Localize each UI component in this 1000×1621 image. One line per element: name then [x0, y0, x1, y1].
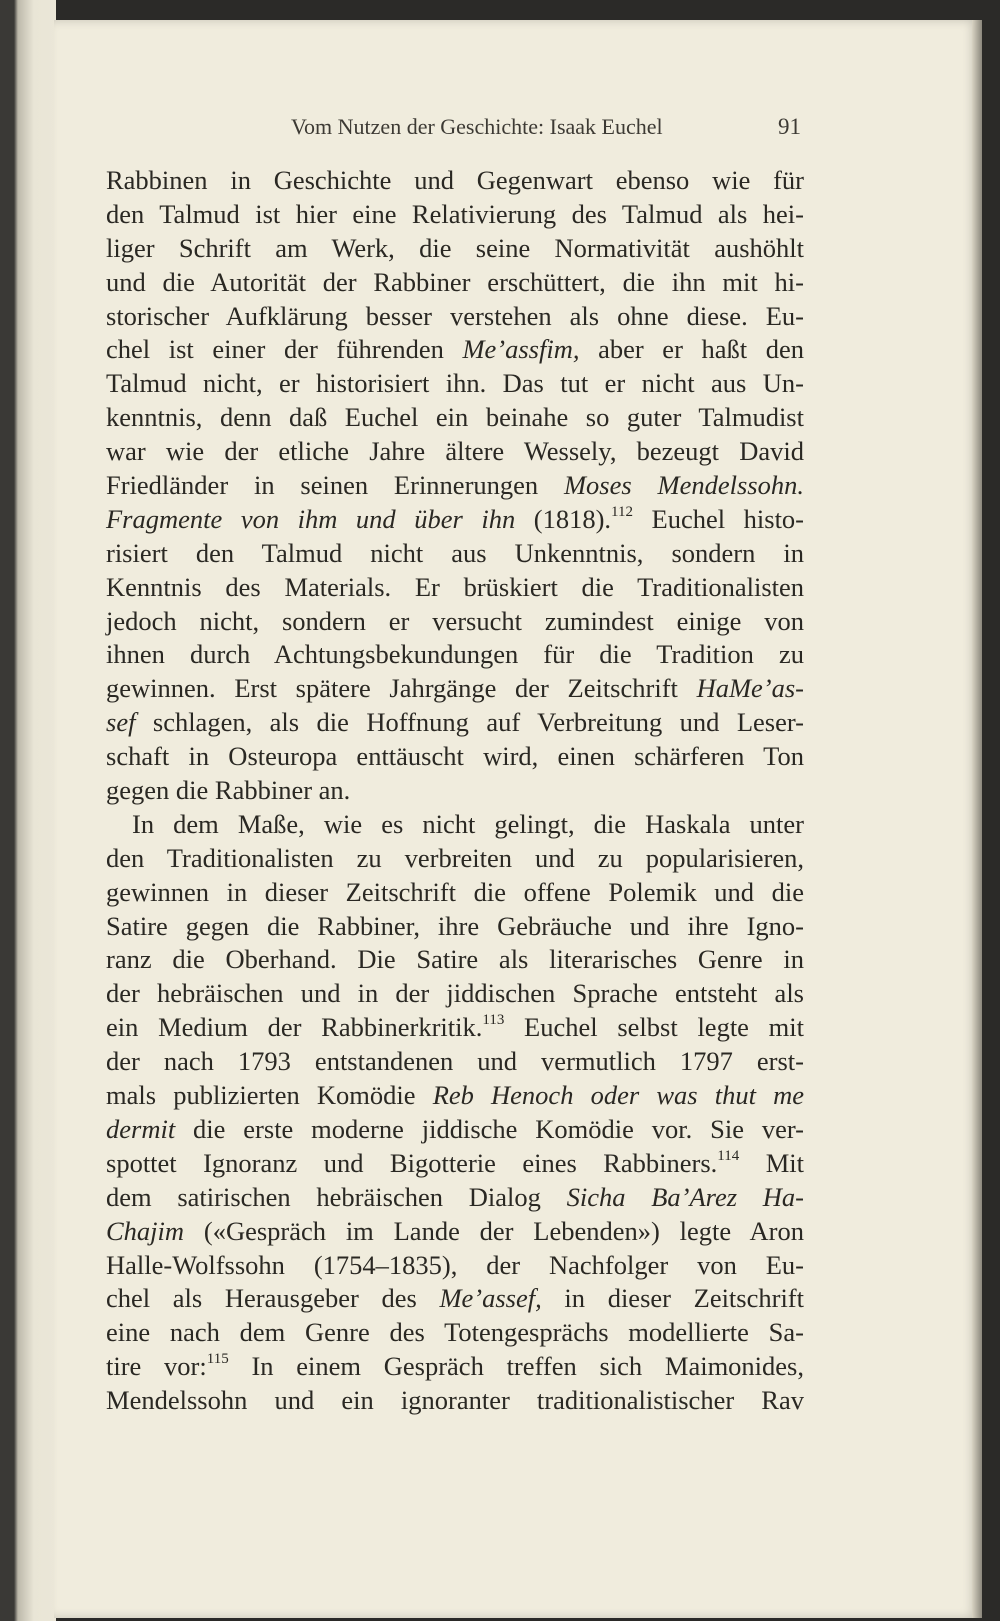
italic-title: Fragmente von ihm und über ihn	[106, 503, 516, 534]
text-line: risiert den Talmud nicht aus Unkenntnis, sondern in	[106, 537, 804, 568]
text-line: Mendelssohn und ein ignoranter traditionalistischer Rav	[106, 1385, 804, 1416]
footnote-marker[interactable]: 115	[206, 1351, 229, 1368]
text-line: den Talmud ist hier eine Relativierung des Talmud als hei-	[106, 198, 804, 229]
text-line: den Traditionalisten zu verbreiten und zu popularisieren,	[106, 842, 804, 873]
text-line	[106, 469, 804, 503]
text-run: chel ist einer der führenden	[106, 334, 463, 365]
text-line: war wie der etliche Jahre ältere Wessely, bezeugt David	[106, 436, 804, 467]
text-line	[106, 1113, 804, 1147]
footnote-marker[interactable]: 112	[611, 504, 633, 521]
text-run: («Gespräch im Lande der Lebenden») legte Aron	[184, 1215, 804, 1246]
text-line: gewinnen in dieser Zeitschrift die offene Polemik und die	[106, 876, 804, 907]
text-line	[106, 1181, 804, 1215]
running-header	[291, 114, 801, 148]
text-line	[106, 333, 804, 367]
left-page-edge	[0, 0, 56, 1621]
text-run: aber er haßt den	[579, 334, 804, 365]
text-line	[106, 1147, 804, 1181]
text-line: gegen die Rabbiner an.	[106, 775, 351, 806]
italic-title: sef	[106, 707, 136, 738]
text-run: Euchel histo-	[632, 503, 805, 534]
text-line: storischer Aufklärung besser verstehen als ohne diese. Eu-	[106, 300, 804, 331]
text-line: Kenntnis des Materials. Er brüskiert die Traditionalisten	[106, 571, 804, 602]
text-line: jedoch nicht, sondern er versucht zumindest einige von	[106, 605, 804, 636]
italic-title: HaMe’as-	[696, 673, 804, 704]
text-line: der nach 1793 entstandenen und vermutlich 1797 erst-	[106, 1046, 804, 1077]
italic-title: Moses Mendelssohn.	[563, 470, 804, 501]
text-line	[106, 672, 804, 706]
text-run: tire vor:	[106, 1351, 207, 1382]
footnote-marker[interactable]: 113	[482, 1012, 505, 1029]
text-line: ranz die Oberhand. Die Satire als literarisches Genre in	[106, 944, 804, 975]
text-line: liger Schrift am Werk, die seine Normativität aushöhlt	[106, 232, 804, 263]
right-page-edge	[972, 20, 982, 1618]
text-run: schlagen, als die Hoffnung auf Verbreitung und Leser-	[135, 707, 804, 738]
text-run: (1818).	[515, 503, 612, 534]
text-run: gewinnen. Erst spätere Jahrgänge der Zeitschrift	[106, 673, 697, 704]
body-text	[106, 164, 804, 1418]
text-run: Friedländer in seinen Erinnerungen	[106, 470, 564, 501]
text-line	[106, 1350, 804, 1384]
text-run: in dieser Zeitschrift	[541, 1283, 804, 1314]
text-run: dem satirischen hebräischen Dialog	[106, 1181, 567, 1212]
text-line: kenntnis, denn daß Euchel ein beinahe so guter Talmudist	[106, 402, 804, 433]
text-line: Halle-Wolfssohn (1754–1835), der Nachfolger von Eu-	[106, 1249, 804, 1280]
text-line	[106, 503, 804, 537]
text-line	[106, 1079, 804, 1113]
text-run: Euchel selbst legte mit	[504, 1012, 805, 1043]
text-run: spottet Ignoranz und Bigotterie eines Rabbiners.	[106, 1147, 718, 1178]
text-line: und die Autorität der Rabbiner erschüttert, die ihn mit hi-	[106, 266, 804, 297]
text-run: mals publizierten Komödie	[106, 1080, 433, 1111]
italic-title: Sicha Ba’Arez Ha-	[566, 1181, 804, 1212]
text-line	[106, 1282, 804, 1316]
italic-title: Me’assfim,	[462, 334, 580, 365]
text-run: ein Medium der Rabbinerkritik.	[106, 1012, 483, 1043]
text-line: eine nach dem Genre des Totengesprächs modellierte Sa-	[106, 1317, 804, 1348]
text-line: der hebräischen und in der jiddischen Sprache entsteht als	[106, 978, 804, 1009]
text-line: Satire gegen die Rabbiner, ihre Gebräuche und ihre Igno-	[106, 910, 804, 941]
text-run: Mit	[739, 1147, 804, 1178]
text-line	[106, 1011, 804, 1045]
text-line: Talmud nicht, er historisiert ihn. Das tut er nicht aus Un-	[106, 368, 804, 399]
italic-title: Chajim	[106, 1215, 185, 1246]
italic-title: dermit	[106, 1113, 176, 1144]
text-line: schaft in Osteuropa enttäuscht wird, einen schärferen Ton	[106, 741, 804, 772]
text-line: ihnen durch Achtungsbekundungen für die Tradition zu	[106, 639, 804, 670]
page-number: 91	[778, 114, 801, 139]
text-line: In dem Maße, wie es nicht gelingt, die Haskala unter	[132, 808, 804, 839]
text-line	[106, 706, 804, 740]
text-run: die erste moderne jiddische Komödie vor. Sie ver-	[175, 1113, 804, 1144]
italic-title: Me’assef,	[439, 1283, 542, 1314]
footnote-marker[interactable]: 114	[717, 1148, 740, 1164]
text-line	[106, 1215, 804, 1249]
text-line: Rabbinen in Geschichte und Gegenwart ebenso wie für	[106, 165, 804, 195]
text-run: In einem Gespräch treffen sich Maimonides,	[228, 1351, 804, 1382]
text-run: chel als Herausgeber des	[106, 1283, 440, 1314]
italic-title: Reb Henoch oder was thut me	[432, 1080, 804, 1111]
running-title: Vom Nutzen der Geschichte: Isaak Euchel	[291, 114, 663, 139]
